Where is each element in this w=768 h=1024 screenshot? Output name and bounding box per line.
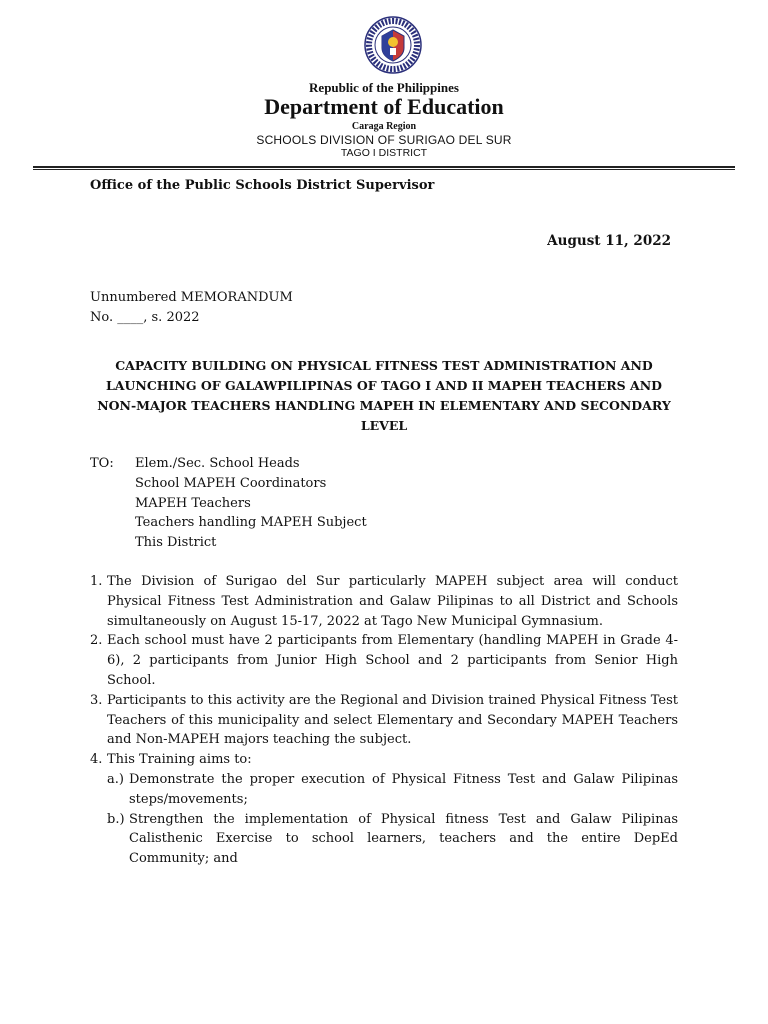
- memo-body-list: [90, 572, 678, 869]
- memo-date: August 11, 2022: [547, 233, 671, 249]
- department-heading: Department of Education: [264, 94, 504, 119]
- item-number: 3.: [90, 692, 103, 708]
- to-label: TO:: [90, 456, 114, 471]
- aim-letter: b.): [107, 811, 125, 827]
- memo-type: Unnumbered MEMORANDUM: [90, 290, 293, 305]
- district-heading: TAGO I DISTRICT: [340, 147, 428, 159]
- recipient-item: Teachers handling MAPEH Subject: [135, 515, 367, 531]
- aims-list: [90, 770, 678, 869]
- recipient-item: MAPEH Teachers: [135, 495, 251, 511]
- recipient-item: School MAPEH Coordinators: [135, 475, 327, 491]
- recipient-list: [135, 454, 635, 553]
- list-item: [90, 691, 678, 750]
- item-number: 4.: [90, 752, 103, 768]
- list-item: [90, 572, 678, 631]
- item-number: 1.: [90, 574, 103, 589]
- region-heading: Caraga Region: [351, 121, 417, 132]
- header-divider: [33, 166, 735, 168]
- division-heading: SCHOOLS DIVISION OF SURIGAO DEL SUR: [256, 133, 512, 147]
- item-text: Participants to this activity are the Regional and Division trained Physical Fitness Test Teachers of this municipality and select Elementary and Secondary MAPEH Teachers and Non-MAPEH majors teaching the subject.: [107, 692, 678, 748]
- header-divider-thin: [33, 169, 735, 170]
- memo-number-block: [90, 288, 490, 328]
- recipient-item: This District: [135, 535, 217, 551]
- aim-text: Strengthen the implementation of Physical fitness Test and Galaw Pilipinas Calisthenic Exercise to school learners, teachers and the entire DepEd Community; and: [129, 811, 678, 867]
- aim-item: [90, 810, 678, 869]
- item-text: This Training aims to:: [107, 752, 252, 768]
- item-text: Each school must have 2 participants from Elementary (handling MAPEH in Grade 4-6), 2 participants from Junior High School and 2 participants from Senior High School.: [107, 633, 678, 688]
- aim-letter: a.): [107, 771, 124, 787]
- memo-number: No. ____, s. 2022: [90, 309, 200, 325]
- item-number: 2.: [90, 633, 103, 649]
- recipient-item: Elem./Sec. School Heads: [135, 456, 300, 471]
- deped-seal-icon: [364, 16, 422, 74]
- aim-item: [90, 770, 678, 810]
- list-item: [90, 631, 678, 690]
- list-item: [90, 750, 678, 770]
- office-line: Office of the Public Schools District Supervisor: [90, 178, 435, 193]
- item-text: The Division of Surigao del Sur particularly MAPEH subject area will conduct Physical Fitness Test Administration and Galaw Pilipinas to all District and Schools simultaneously on August 15-17, 2022 at Tago New Municipal Gymnasium.: [107, 574, 678, 629]
- memo-subject: CAPACITY BUILDING ON PHYSICAL FITNESS TEST ADMINISTRATION AND LAUNCHING OF GALAWPILIPINAS OF TAGO I AND II MAPEH TEACHERS AND NON-MAJOR TEACHERS HANDLING MAPEH IN ELEMENTARY AND SECONDARY LEVEL: [97, 358, 671, 433]
- republic-heading: Republic of the Philippines: [309, 80, 459, 95]
- aim-text: Demonstrate the proper execution of Physical Fitness Test and Galaw Pilipinas steps/movements;: [129, 771, 678, 807]
